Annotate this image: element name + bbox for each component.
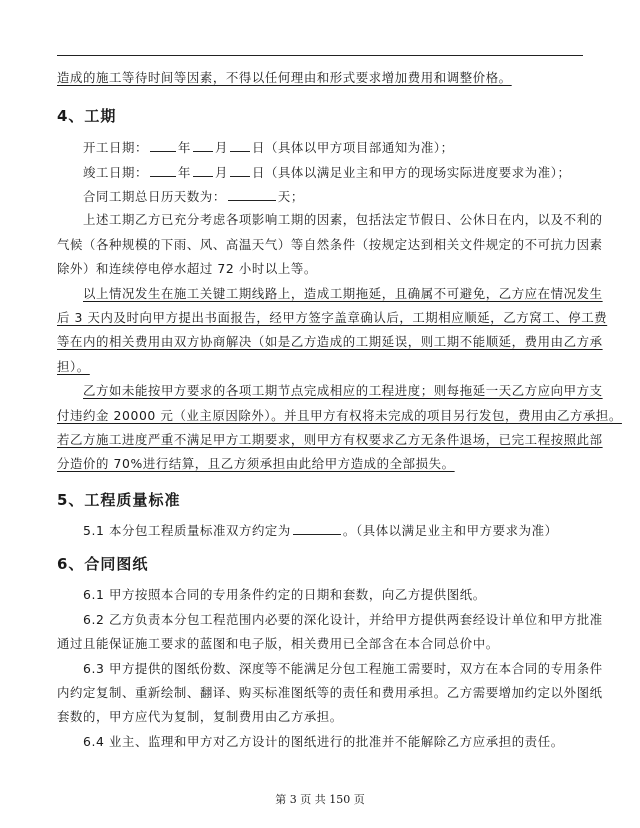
end-year-field [150,164,176,177]
section-6-heading: 6、合同图纸 [57,555,149,573]
para-line: 上述工期乙方已充分考虑各项影响工期的因素，包括法定节假日、公休日在内，以及不利的 [83,212,603,227]
start-date-note: （具体以甲方项目部通知为准）； [264,140,454,155]
start-day-field [230,139,250,152]
month-unit: 月 [214,140,228,155]
start-month-field [193,139,213,152]
page-footer [0,791,640,807]
quality-field [293,522,341,535]
footer-suffix: 页 [353,793,365,806]
section-5-heading: 5、工程质量标准 [57,491,181,509]
day-unit: 日 [251,140,265,155]
para-line: 后 3 天内及时向甲方提出书面报告，经甲方签字盖章确认后，工期相应顺延，乙方窝工、停工费 [57,310,608,325]
para-line: 担）。 [57,359,90,374]
quality-standard-line [83,522,558,539]
para-line: 内约定复制、重新绘制、翻译、购买标准图纸等的责任和费用承担。乙方需要增加约定以外图纸 [57,685,603,700]
year-unit: 年 [177,165,191,180]
page-total: 150 [329,793,351,806]
para-line: 等在内的相关费用由双方协商解决（如是乙方造成的工期延误，则工期不能顺延，费用由乙方承 [57,334,603,349]
para-line: 以上情况发生在施工关键工期线路上，造成工期拖延，且确属不可避免，乙方应在情况发生 [83,286,603,301]
end-date-line [83,164,571,181]
year-unit: 年 [177,140,191,155]
footer-middle: 页 共 [300,793,326,806]
total-days-unit: 天； [277,189,304,204]
total-days-line [83,188,304,205]
para-line: 除外）和连续停电停水超过 72 小时以上等。 [57,261,317,276]
clause-6-1: 6.1 甲方按照本合同的专用条件约定的日期和套数，向乙方提供图纸。 [83,587,486,602]
quality-label: 5.1 本分包工程质量标准双方约定为 [83,523,291,538]
para-line: 分造价的 70%进行结算，且乙方须承担由此给甲方造成的全部损失。 [57,456,455,471]
para-line: 通过且能保证施工要求的蓝图和电子版，相关费用已全部含在本合同总价中。 [57,636,499,651]
header-rule [57,55,583,56]
section-4-heading: 4、工期 [57,107,117,125]
day-unit: 日 [251,165,265,180]
para-line: 套数的，甲方应代为复制，复制费用由乙方承担。 [57,709,343,724]
end-date-note: （具体以满足业主和甲方的现场实际进度要求为准）； [264,165,571,180]
para-line: 付违约金 20000 元（业主原因除外）。并且甲方有权将未完成的项目另行发包，费用由乙方承担。 [57,408,622,423]
start-date-label: 开工日期： [83,140,148,155]
total-days-label: 合同工期总日历天数为： [83,189,226,204]
para-line: 6.2 乙方负责本分包工程范围内必要的深化设计，并给甲方提供两套经设计单位和甲方批准 [83,612,603,627]
month-unit: 月 [214,165,228,180]
top-line: 造成的施工等待时间等因素，不得以任何理由和形式要求增加费用和调整价格。 [57,70,512,85]
end-month-field [193,164,213,177]
para-line: 气候（各种规模的下雨、风、高温天气）等自然条件（按规定达到相关文件规定的不可抗力因素 [57,237,603,252]
end-day-field [230,164,250,177]
footer-prefix: 第 [275,793,287,806]
para-line: 6.3 甲方提供的图纸份数、深度等不能满足分包工程施工需要时，双方在本合同的专用条件 [83,661,603,676]
quality-note: 。（具体以满足业主和甲方要求为准） [342,523,558,538]
page-number: 3 [289,793,297,806]
start-year-field [150,139,176,152]
para-line: 若乙方施工进度严重不满足甲方工期要求，则甲方有权要求乙方无条件退场，已完工程按照此部 [57,432,603,447]
clause-6-4: 6.4 业主、监理和甲方对乙方设计的图纸进行的批准并不能解除乙方应承担的责任。 [83,734,564,749]
para-line: 乙方如未能按甲方要求的各项工期节点完成相应的工程进度；则每拖延一天乙方应向甲方支 [83,383,603,398]
end-date-label: 竣工日期： [83,165,148,180]
total-days-field [228,188,276,201]
start-date-line [83,139,454,156]
